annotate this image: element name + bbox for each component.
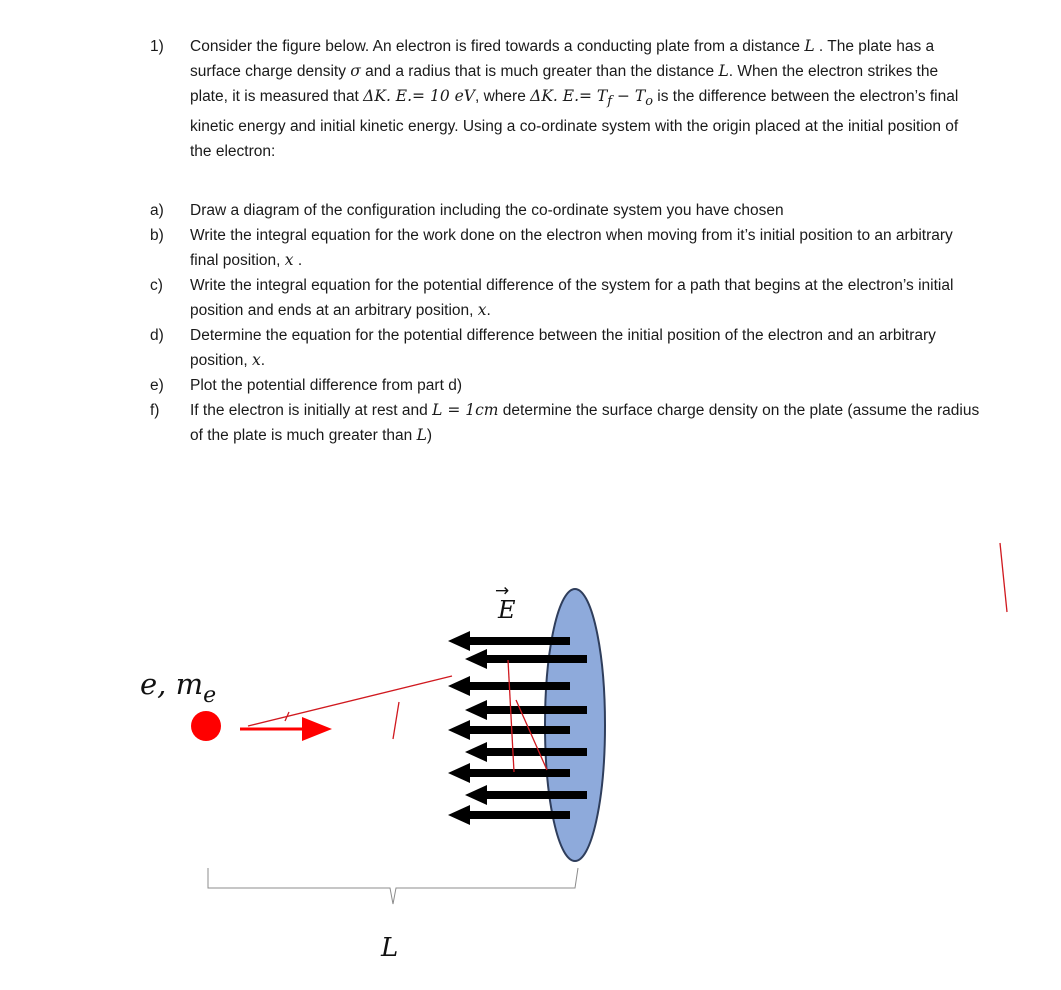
field-label: E	[498, 596, 516, 624]
part-d: d) Determine the equation for the potential difference between the initial position of the electron and an arbitrary position, x.	[150, 327, 936, 370]
field-arrows	[448, 631, 587, 825]
electron	[191, 711, 221, 741]
part-f: f) If the electron is initially at rest and L = 1cm determine the surface charge density on the plate (assume the radius of the plate is much greater than L)	[150, 401, 980, 445]
annotation-marks	[248, 543, 1007, 772]
field-vector-arrow: →	[495, 581, 510, 601]
part-e: e) Plot the potential difference from part d)	[150, 377, 462, 395]
part-c: c) Write the integral equation for the potential difference of the system for a path that begins at the electron’s initial position and ends at an arbitrary position, x.	[150, 277, 954, 320]
distance-brace	[208, 868, 578, 904]
part-a: a) Draw a diagram of the configuration including the co-ordinate system you have chosen	[150, 202, 784, 220]
problem-text: Consider the figure below. An electron is fired towards a conducting plate from a distance L . The plate has a surface charge density σ and a radius that is much greater than the distance L. When the electron strikes the plate, it is measured that ΔK. E.= 10 eV, where ΔK. $E.= T_f - T_o$ is the difference between the electron’s final kinetic energy and initial kinetic energy. Using a co-ordinate system with the origin placed at the initial position of the electron:	[190, 37, 959, 161]
electron-label: e, $m_e$	[140, 667, 217, 708]
problem-number: 1)	[150, 38, 164, 55]
part-b: b) Write the integral equation for the work done on the electron when moving from it’s initial position to an arbitrary final position, x .	[150, 227, 953, 270]
conducting-plate	[545, 589, 605, 861]
distance-label: L	[381, 933, 399, 963]
